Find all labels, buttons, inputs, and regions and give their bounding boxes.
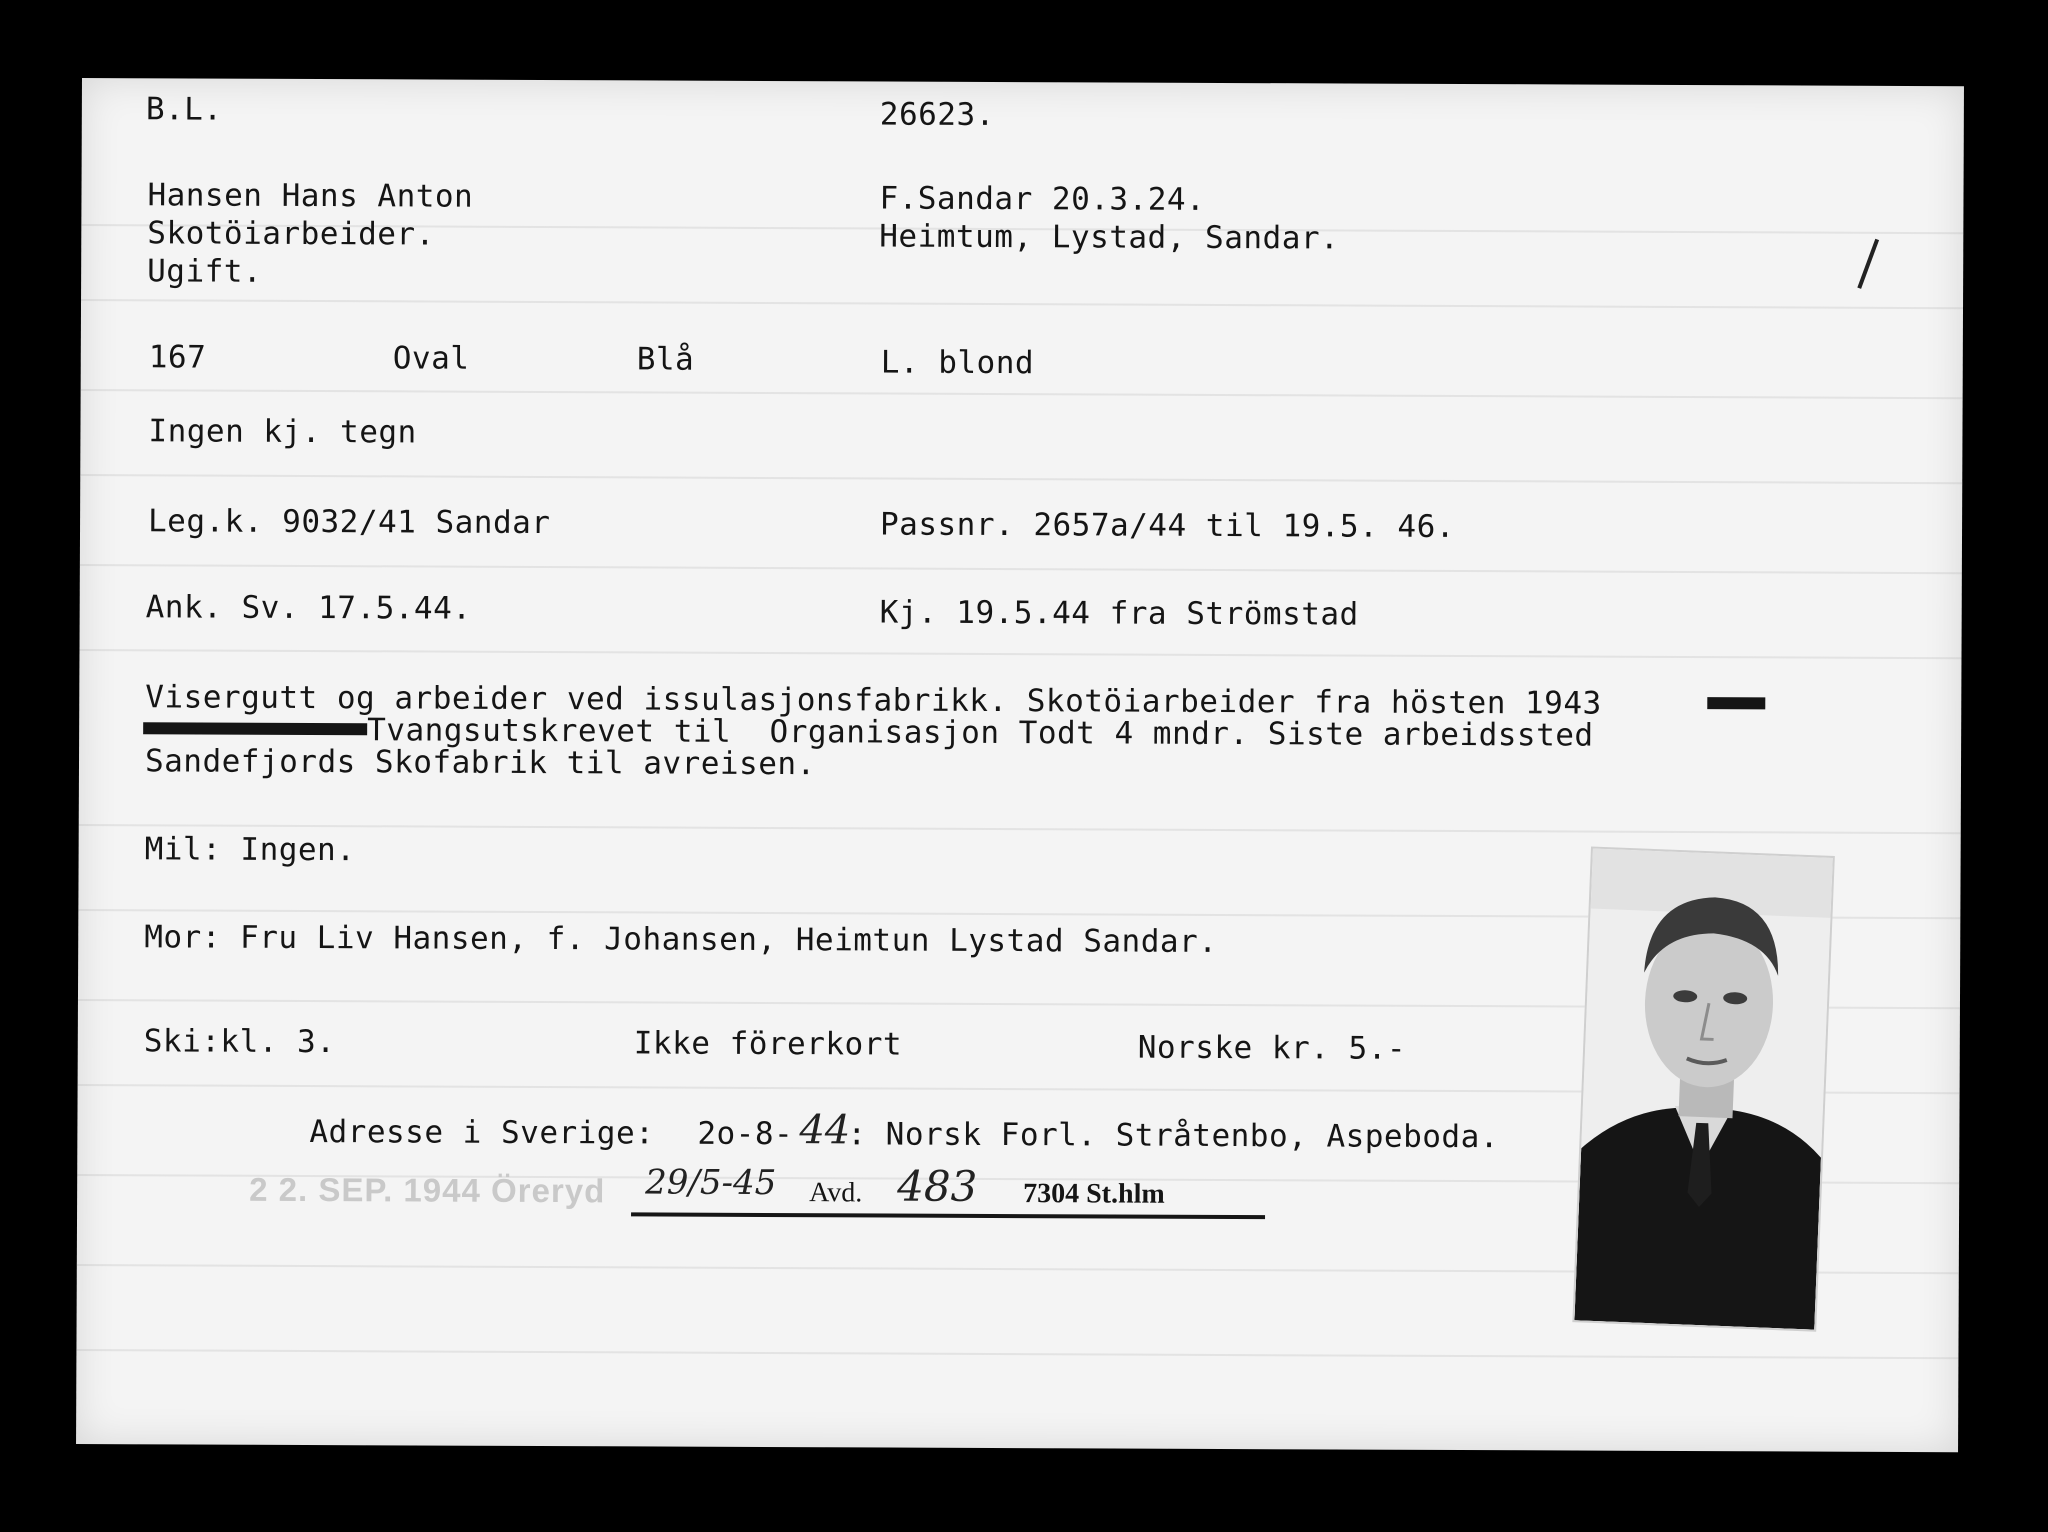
header-code: B.L.: [145, 91, 223, 128]
struck-text: [143, 722, 367, 735]
money-carried: Norske kr. 5.-: [1137, 1029, 1407, 1067]
drivers-license: Ikke förerkort: [633, 1025, 903, 1063]
footer-underline: [631, 1212, 1265, 1219]
work-history-line-2: Tvangsutskrevet til Organisasjon Todt 4 mndr. Siste arbeidssted: [367, 712, 1594, 754]
date-stamp: 2 2. SEP. 1944 Öreryd: [249, 1170, 606, 1210]
mother-info: Mor: Fru Liv Hansen, f. Johansen, Heimtun Lystad Sandar.: [144, 919, 1218, 960]
address-date-handwritten: 44: [799, 1107, 851, 1154]
registration-card: [76, 78, 1964, 1452]
eye-color: Blå: [636, 341, 695, 378]
hair-color: L. blond: [880, 344, 1035, 382]
struck-text: [1707, 697, 1765, 709]
arrival-date: Ank. Sv. 17.5.44.: [145, 589, 472, 627]
work-history-line-3: Sandefjords Skofabrik til avreisen.: [144, 743, 816, 783]
passport: Passnr. 2657a/44 til 19.5. 46.: [879, 506, 1456, 545]
ski-class: Ski:kl. 3.: [143, 1023, 336, 1061]
office-number: 7304 St.hlm: [1023, 1178, 1165, 1210]
identifying-marks: Ingen kj. tegn: [148, 413, 417, 451]
avd-number: 483: [897, 1161, 978, 1211]
check-mark: [1857, 239, 1879, 289]
avd-label: Avd.: [809, 1177, 863, 1209]
residence: Heimtum, Lystad, Sandar.: [879, 218, 1340, 257]
military-service: Mil: Ingen.: [144, 831, 356, 869]
legitimation-card: Leg.k. 9032/41 Sandar: [147, 503, 551, 542]
work-history-line-1: Visergutt og arbeider ved issulasjonsfabrikk. Skotöiarbeider fra hösten 1943: [145, 679, 1602, 722]
face-shape: Oval: [392, 340, 470, 377]
came-from: Kj. 19.5.44 fra Strömstad: [879, 594, 1359, 633]
marital-status: Ugift.: [147, 253, 263, 290]
person-name: Hansen Hans Anton: [147, 177, 474, 215]
address-place: : Norsk Forl. Stråtenbo, Aspeboda.: [847, 1116, 1500, 1156]
card-number: 26623.: [879, 96, 995, 133]
portrait-illustration: [1574, 849, 1832, 1330]
portrait-photo: [1572, 846, 1834, 1331]
handwritten-date: 29/5-45: [645, 1162, 777, 1204]
occupation: Skotöiarbeider.: [147, 215, 435, 253]
address-date: 2o-8-: [697, 1115, 794, 1153]
height: 167: [148, 339, 207, 376]
address-label: Adresse i Sverige:: [309, 1114, 655, 1152]
birth-info: F.Sandar 20.3.24.: [879, 180, 1206, 218]
